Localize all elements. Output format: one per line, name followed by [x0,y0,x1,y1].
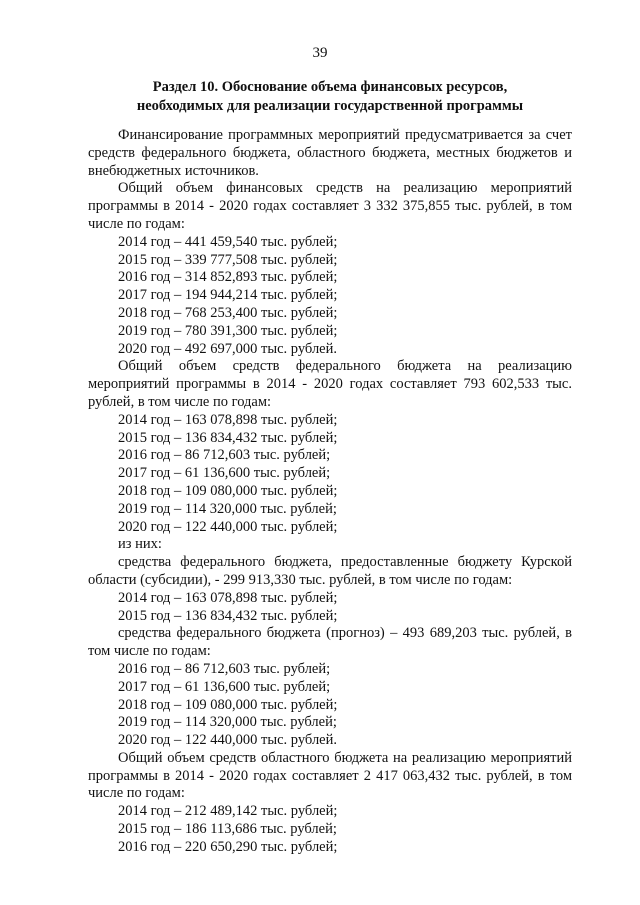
total-funding-paragraph: Общий объем финансовых средств на реализацию мероприятий программы в 2014 - 2020 годах составляет 3 332 375,855 тыс. рублей, в том числе по годам: [88,180,572,232]
section-heading [88,78,572,116]
of-which-label: из них: [118,536,162,553]
document-body [88,127,572,857]
heading-line-1: Раздел 10. Обоснование объема финансовых ресурсов, [152,79,508,95]
list-item: 2018 год – 768 253,400 тыс. рублей; [118,304,338,321]
heading-line-2: необходимых для реализации государственной программы [136,98,524,114]
federal-subsidies-paragraph: средства федерального бюджета, предоставленные бюджету Курской области (субсидии), - 299 913,330 тыс. рублей, в том числе по годам: [88,554,572,588]
list-item: 2016 год – 220 650,290 тыс. рублей; [118,838,338,855]
list-item: 2017 год – 61 136,600 тыс. рублей; [118,465,331,482]
list-item: 2017 год – 194 944,214 тыс. рублей; [118,287,338,304]
page-number: 39 [312,45,328,61]
list-item: 2016 год – 86 712,603 тыс. рублей; [118,660,331,677]
total-funding-years [88,234,572,359]
federal-forecast-years [88,661,572,750]
list-item: 2017 год – 61 136,600 тыс. рублей; [118,678,331,695]
regional-funding-years [88,803,572,856]
federal-subsidies-years [88,590,572,626]
federal-funding-paragraph: Общий объем средств федерального бюджета на реализацию мероприятий программы в 2014 - 2020 годах составляет 793 602,533 тыс. рублей, в том числе по годам: [88,358,572,410]
list-item: 2018 год – 109 080,000 тыс. рублей; [118,482,338,499]
list-item: 2014 год – 212 489,142 тыс. рублей; [118,803,338,820]
list-item: 2020 год – 492 697,000 тыс. рублей. [118,340,338,357]
list-item: 2019 год – 114 320,000 тыс. рублей; [118,714,337,731]
list-item: 2020 год – 122 440,000 тыс. рублей; [118,518,338,535]
list-item: 2014 год – 441 459,540 тыс. рублей; [118,233,338,250]
list-item: 2016 год – 314 852,893 тыс. рублей; [118,269,338,286]
list-item: 2015 год – 186 113,686 тыс. рублей; [118,821,337,838]
list-item: 2015 год – 136 834,432 тыс. рублей; [118,607,338,624]
list-item: 2015 год – 339 777,508 тыс. рублей; [118,251,338,268]
list-item: 2019 год – 780 391,300 тыс. рублей; [118,322,338,339]
list-item: 2020 год – 122 440,000 тыс. рублей. [118,732,338,749]
regional-funding-paragraph: Общий объем средств областного бюджета на реализацию мероприятий программы в 2014 - 2020 годах составляет 2 417 063,432 тыс. рублей, в том числе по годам: [88,749,572,802]
list-item: 2019 год – 114 320,000 тыс. рублей; [118,500,337,517]
list-item: 2015 год – 136 834,432 тыс. рублей; [118,429,338,446]
list-item: 2014 год – 163 078,898 тыс. рублей; [118,589,338,606]
list-item: 2018 год – 109 080,000 тыс. рублей; [118,696,338,713]
federal-forecast-paragraph: средства федерального бюджета (прогноз) – 493 689,203 тыс. рублей, в том числе по годам: [88,625,572,660]
list-item: 2016 год – 86 712,603 тыс. рублей; [118,447,331,464]
intro-paragraph: Финансирование программных мероприятий предусматривается за счет средств федерального бюджета, областного бюджета, местных бюджетов и внебюджетных источников. [88,127,572,179]
federal-funding-years [88,412,572,537]
list-item: 2014 год – 163 078,898 тыс. рублей; [118,411,338,428]
